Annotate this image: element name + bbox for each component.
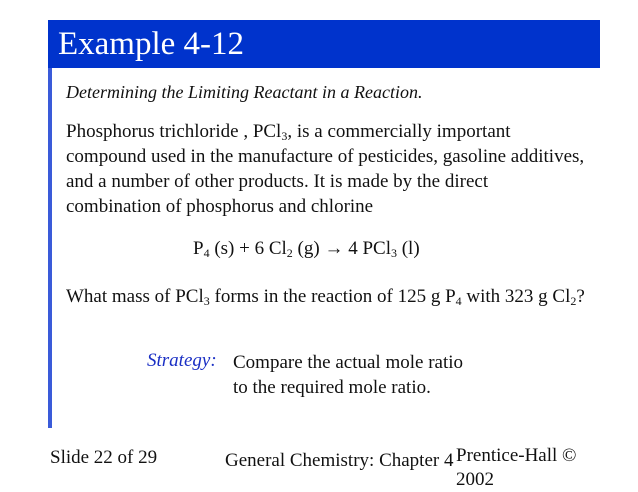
- eq-r1-sub: 4: [203, 246, 210, 260]
- q-part-b: forms in the reaction of 125 g P: [209, 286, 456, 307]
- strategy-line-1: Compare the actual mole ratio: [233, 352, 464, 373]
- strategy-label: Strategy:: [147, 350, 217, 371]
- slide-title: Example 4-12: [58, 26, 245, 62]
- q-part-a: What mass of PCl: [66, 286, 204, 307]
- para-text-1: Phosphorus trichloride , PCl: [66, 121, 282, 142]
- eq-p-state: (l): [401, 238, 420, 259]
- para-sub-1: 3: [281, 129, 288, 143]
- q-part-c: with 323 g Cl: [461, 286, 571, 307]
- q-part-d: ?: [576, 286, 585, 307]
- title-bar: [48, 20, 600, 68]
- q-sub-c: 2: [570, 294, 577, 308]
- para-text-2: , is a commercially important compound used in the manufacture of pesticides, gasoline additives, and a number of other products. It is made by the direct combination of phosphorus and chlorine: [66, 121, 585, 217]
- intro-paragraph: [66, 119, 586, 219]
- eq-r2-state: (g) → 4 PCl: [297, 238, 391, 259]
- chemical-equation: [193, 238, 420, 260]
- question-text: [66, 282, 606, 311]
- eq-r1-state: (s) + 6 Cl: [214, 238, 287, 259]
- subtitle: Determining the Limiting Reactant in a Reaction.: [66, 82, 423, 102]
- q-sub-a: 3: [203, 294, 210, 308]
- q-sub-b: 4: [455, 294, 462, 308]
- eq-r1: P: [193, 238, 204, 259]
- strategy-text: [233, 350, 463, 400]
- eq-p-sub: 3: [390, 246, 397, 260]
- slide-number: Slide 22 of 29: [50, 447, 158, 468]
- course-label: General Chemistry: Chapter 4: [225, 450, 454, 471]
- publisher-label: Prentice-Hall © 2002: [456, 445, 577, 490]
- strategy-line-2: to the required mole ratio.: [233, 377, 431, 398]
- left-rule: [48, 68, 52, 428]
- eq-r2-sub: 2: [286, 246, 293, 260]
